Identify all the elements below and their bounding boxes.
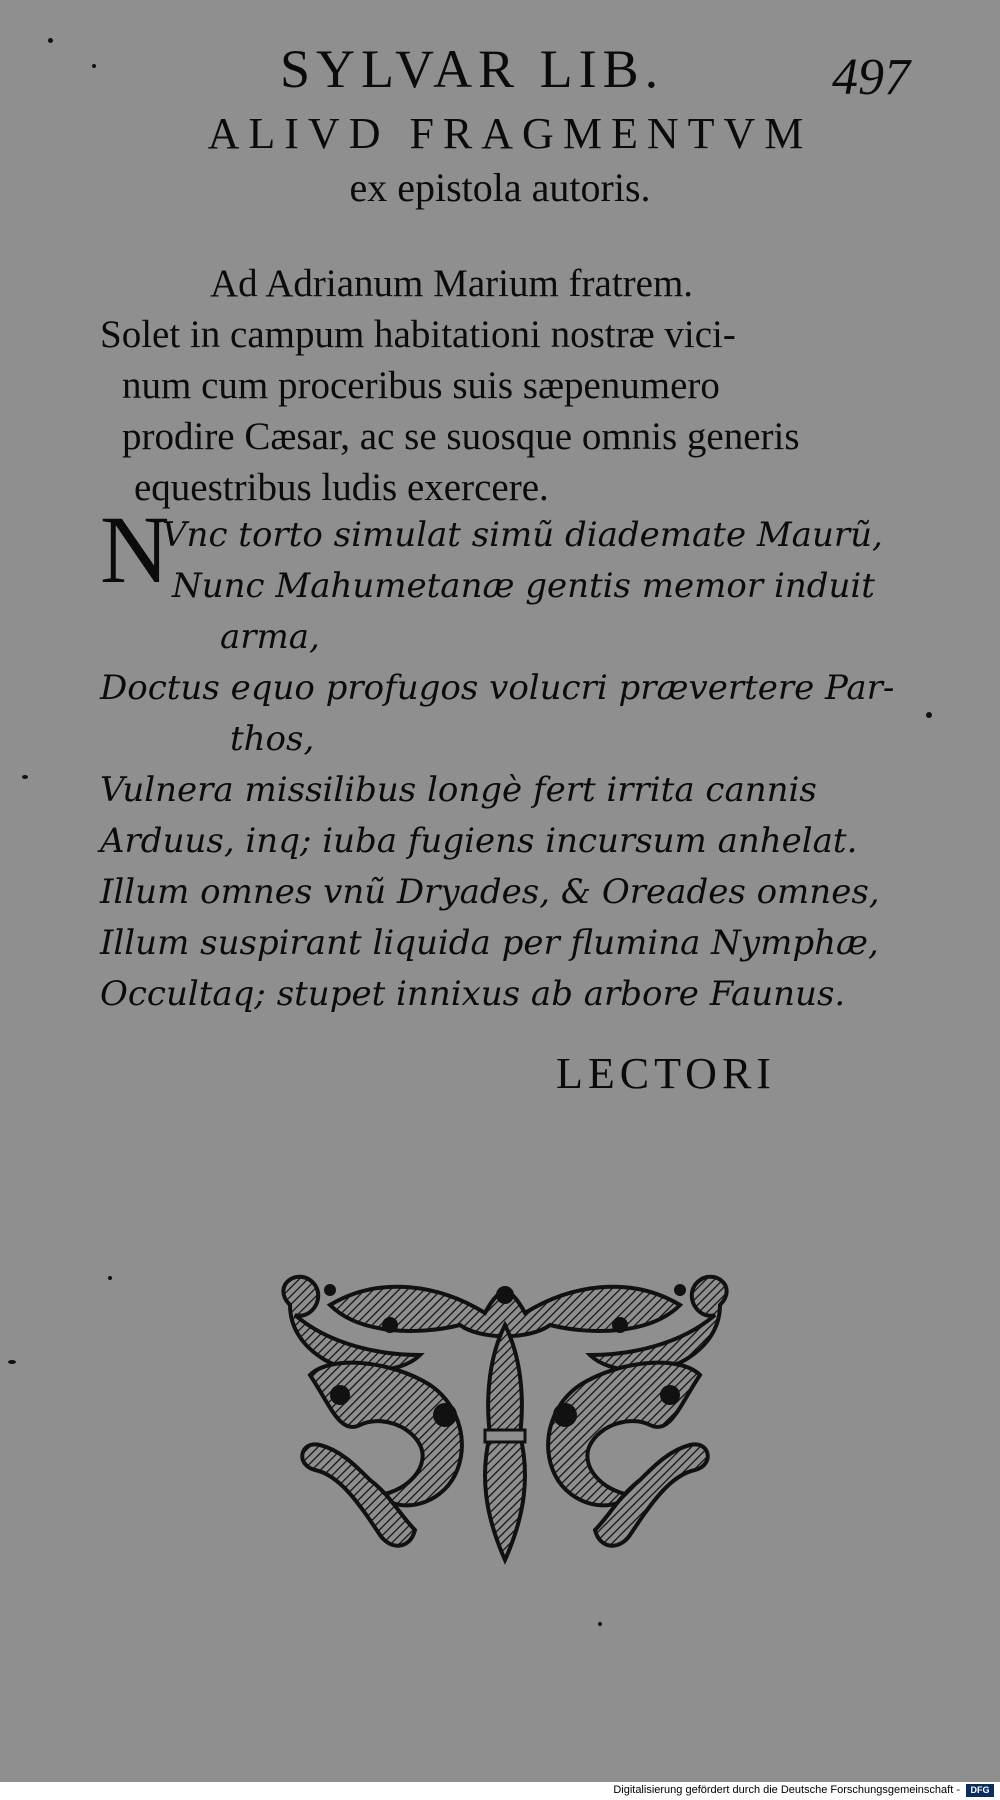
- scan-speck: [92, 64, 96, 68]
- digitization-footer: [0, 1782, 1000, 1800]
- scan-speck: [8, 1360, 16, 1364]
- poem-line: Illum omnes vnũ Dryades, & Oreades omnes,: [100, 872, 880, 912]
- poem: [100, 496, 950, 1020]
- poem-line: Doctus equo profugos volucri prævertere Par-: [100, 668, 895, 708]
- fleuron-ornament-icon: [270, 1265, 740, 1565]
- prose-line: num cum proceribus suis sæpenumero: [122, 364, 720, 407]
- scan-speck: [598, 1622, 602, 1626]
- prose-line: Solet in campum habitationi nostræ vici-: [100, 313, 736, 356]
- prose-introduction: [100, 258, 940, 513]
- poem-line: Occultaq; stupet innixus ab arbore Faunus.: [100, 974, 846, 1014]
- running-title: SYLVAR LIB.: [280, 39, 665, 99]
- page-number: 497: [832, 49, 910, 106]
- section-subheading: ex epistola autoris.: [349, 165, 651, 210]
- footer-credit: Digitalisierung gefördert durch die Deutsche Forschungsgemeinschaft -: [613, 1784, 960, 1796]
- scan-speck: [22, 775, 28, 779]
- poem-line: Nunc Mahumetanæ gentis memor induit: [172, 566, 875, 606]
- poem-line: Arduus, inq; iuba fugiens incursum anhelat.: [100, 821, 858, 861]
- prose-line: equestribus ludis exercere.: [134, 466, 549, 509]
- scan-speck: [926, 712, 932, 718]
- prose-line: prodire Cæsar, ac se suosque omnis generis: [122, 415, 800, 458]
- poem-line: arma,: [220, 617, 320, 657]
- poem-line: Vulnera missilibus longè fert irrita cannis: [100, 770, 817, 810]
- section-heading: ALIVD FRAGMENTVM: [207, 109, 813, 158]
- dfg-logo: DFG: [966, 1784, 994, 1797]
- scan-speck: [108, 1276, 112, 1280]
- poem-first-line-text: Vnc torto simulat simũ diademate Maurũ,: [162, 515, 883, 555]
- catchword: LECTORI: [556, 1049, 776, 1098]
- poem-line: thos,: [230, 719, 315, 759]
- drop-cap: N: [100, 496, 170, 603]
- scan-speck: [48, 38, 53, 43]
- prose-line: Ad Adrianum Marium fratrem.: [210, 262, 694, 305]
- poem-line: Illum suspirant liquida per flumina Nymphæ,: [100, 923, 879, 963]
